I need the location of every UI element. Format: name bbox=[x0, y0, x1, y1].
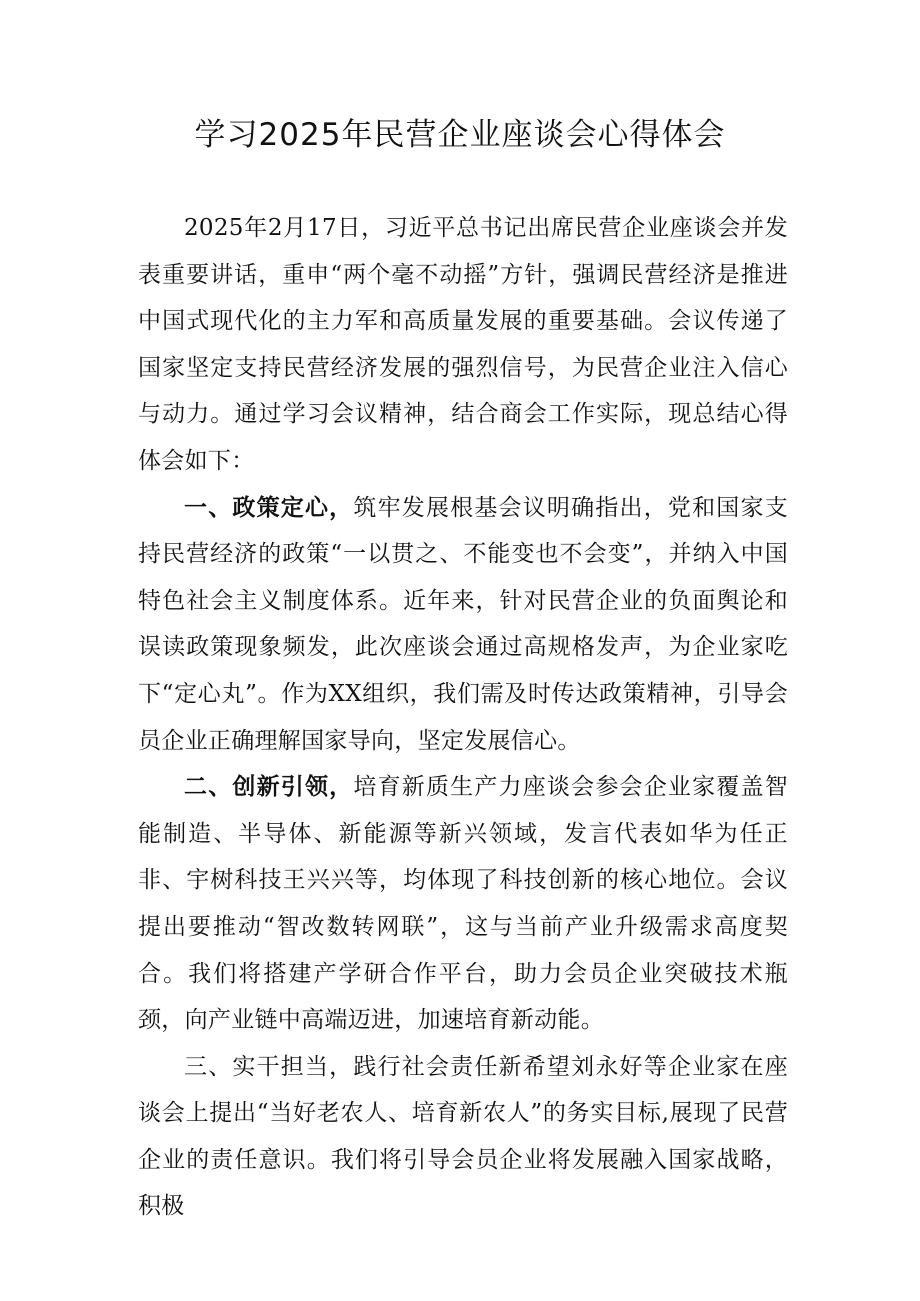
paragraph-text: 2025年2月17日，习近平总书记出席民营企业座谈会并发表重要讲话，重申“两个毫不动摇”方针，强调民营经济是推进中国式现代化的主力军和高质量发展的重要基础。会议传递了国家坚定支持民营经济发展的强烈信号，为民营企业注入信心与动力。通过学习会议精神，结合商会工作实际，现总结心得体会如下： bbox=[138, 215, 788, 474]
paragraph-text: 筑牢发展根基会议明确指出，党和国家支持民营经济的政策“一以贯之、不能变也不会变”，并纳入中国特色社会主义制度体系。近年来，针对民营企业的负面舆论和误读政策现象频发，此次座谈会通过高规格发声，为企业家吃下“定心丸”。作为XX组织，我们需及时传达政策精神，引导会员企业正确理解国家导向，坚定发展信心。 bbox=[138, 494, 788, 754]
section-heading: 一、政策定心， bbox=[184, 493, 354, 521]
section-heading: 二、创新引领， bbox=[184, 773, 354, 801]
paragraph-innovation bbox=[138, 764, 788, 1044]
document-body bbox=[138, 205, 788, 1230]
paragraph-text: 培育新质生产力座谈会参会企业家覆盖智能制造、半导体、新能源等新兴领域，发言代表如华为任正非、宇树科技王兴兴等，均体现了科技创新的核心地位。会议提出要推动“智改数转网联”，这与当前产业升级需求高度契合。我们将搭建产学研合作平台，助力会员企业突破技术瓶颈，向产业链中高端迈进，加速培育新动能。 bbox=[138, 774, 788, 1034]
paragraph-responsibility bbox=[138, 1044, 788, 1230]
paragraph-intro bbox=[138, 205, 788, 485]
paragraph-policy bbox=[138, 485, 788, 765]
paragraph-text: 三、实干担当，践行社会责任新希望刘永好等企业家在座谈会上提出“当好老农人、培育新农人”的务实目标,展现了民营企业的责任意识。我们将引导会员企业将发展融入国家战略，积极 bbox=[138, 1053, 788, 1220]
document-title: 学习2025年民营企业座谈会心得体会 bbox=[194, 117, 726, 153]
